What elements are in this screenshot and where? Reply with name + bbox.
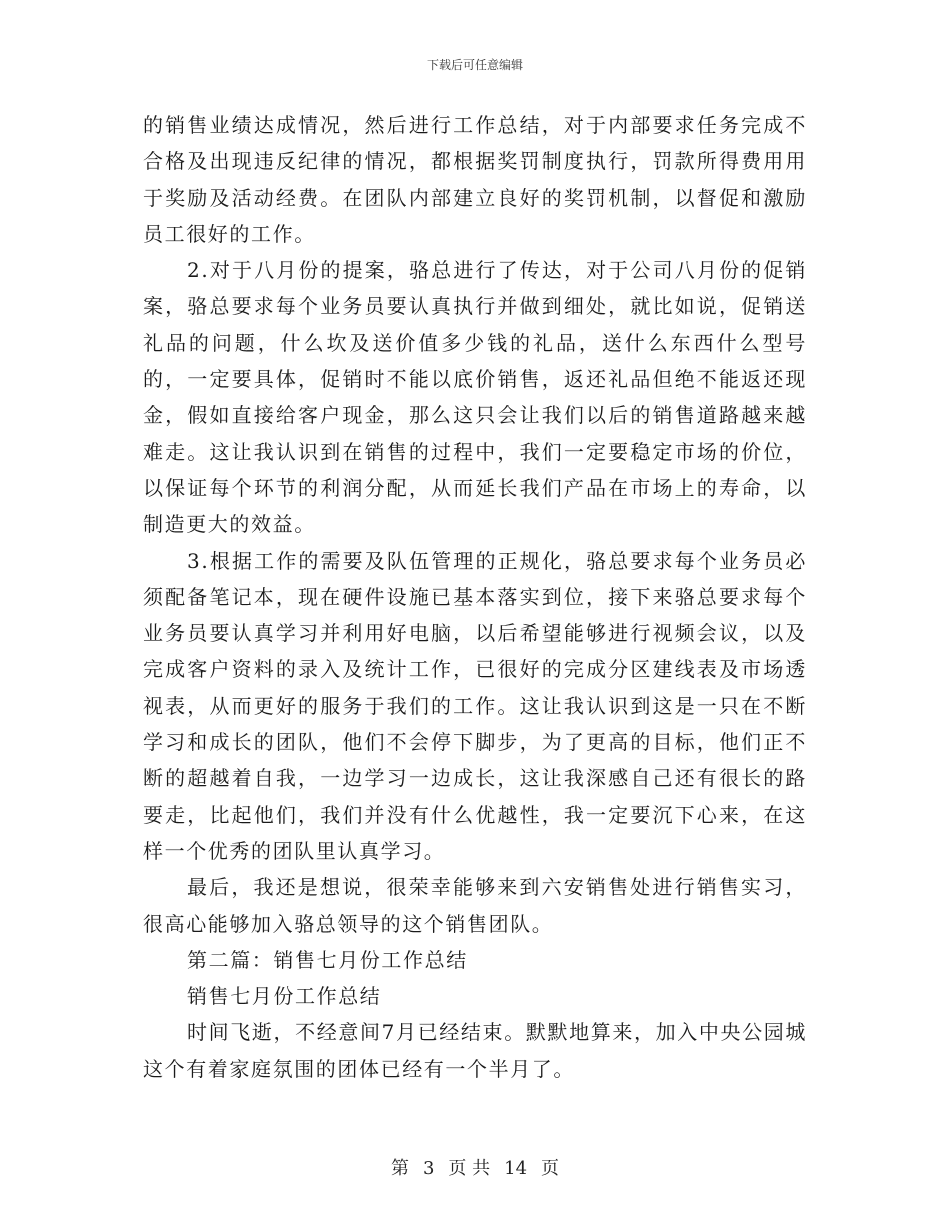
paragraph-conclusion: 最后，我还是想说，很荣幸能够来到六安销售处进行销售实习，很高心能够加入骆总领导的这个销售团队。 (143, 875, 807, 936)
section-title: 销售七月份工作总结 (187, 984, 382, 1009)
paragraph-intro: 时间飞逝，不经意间7月已经结束。默默地算来，加入中央公园城这个有着家庭氛围的团体已经有一个半月了。 (143, 1020, 807, 1081)
page-footer (0, 1154, 950, 1180)
footer-suffix: 页 (541, 1158, 560, 1179)
footer-total-pages: 14 (504, 1158, 528, 1179)
paragraph-continuation: 的销售业绩达成情况，然后进行工作总结，对于内部要求任务完成不合格及出现违反纪律的情况，都根据奖罚制度执行，罚款所得费用用于奖励及活动经费。在团队内部建立良好的奖罚机制，以督促和激励员工很好的工作。 (143, 113, 807, 246)
footer-mid: 页 共 (448, 1158, 491, 1179)
footer-current-page: 3 (422, 1158, 435, 1179)
paragraph-item-2: 2.对于八月份的提案，骆总进行了传达，对于公司八月份的促销案，骆总要求每个业务员要认真执行并做到细处，就比如说，促销送礼品的问题，什么坎及送价值多少钱的礼品，送什么东西什么型号的，一定要具体，促销时不能以底价销售，返还礼品但绝不能返还现金，假如直接给客户现金，那么这只会让我们以后的销售道路越来越难走。这让我认识到在销售的过程中，我们一定要稳定市场的价位，以保证每个环节的利润分配，从而延长我们产品在市场上的寿命，以制造更大的效益。 (143, 258, 807, 537)
page-header-note: 下载后可任意编辑 (426, 58, 523, 72)
paragraph-item-3: 3.根据工作的需要及队伍管理的正规化，骆总要求每个业务员必须配备笔记本，现在硬件设施已基本落实到位，接下来骆总要求每个业务员要认真学习并利用好电脑，以后希望能够进行视频会议，以及完成客户资料的录入及统计工作，已很好的完成分区建线表及市场透视表，从而更好的服务于我们的工作。这让我认识到这是一只在不断学习和成长的团队，他们不会停下脚步，为了更高的目标，他们正不断的超越着自我，一边学习一边成长，这让我深感自己还有很长的路要走，比起他们，我们并没有什么优越性，我一定要沉下心来，在这样一个优秀的团队里认真学习。 (143, 548, 807, 863)
section-heading: 第二篇：销售七月份工作总结 (187, 947, 468, 972)
document-body (143, 107, 807, 1087)
footer-prefix: 第 (390, 1158, 409, 1179)
